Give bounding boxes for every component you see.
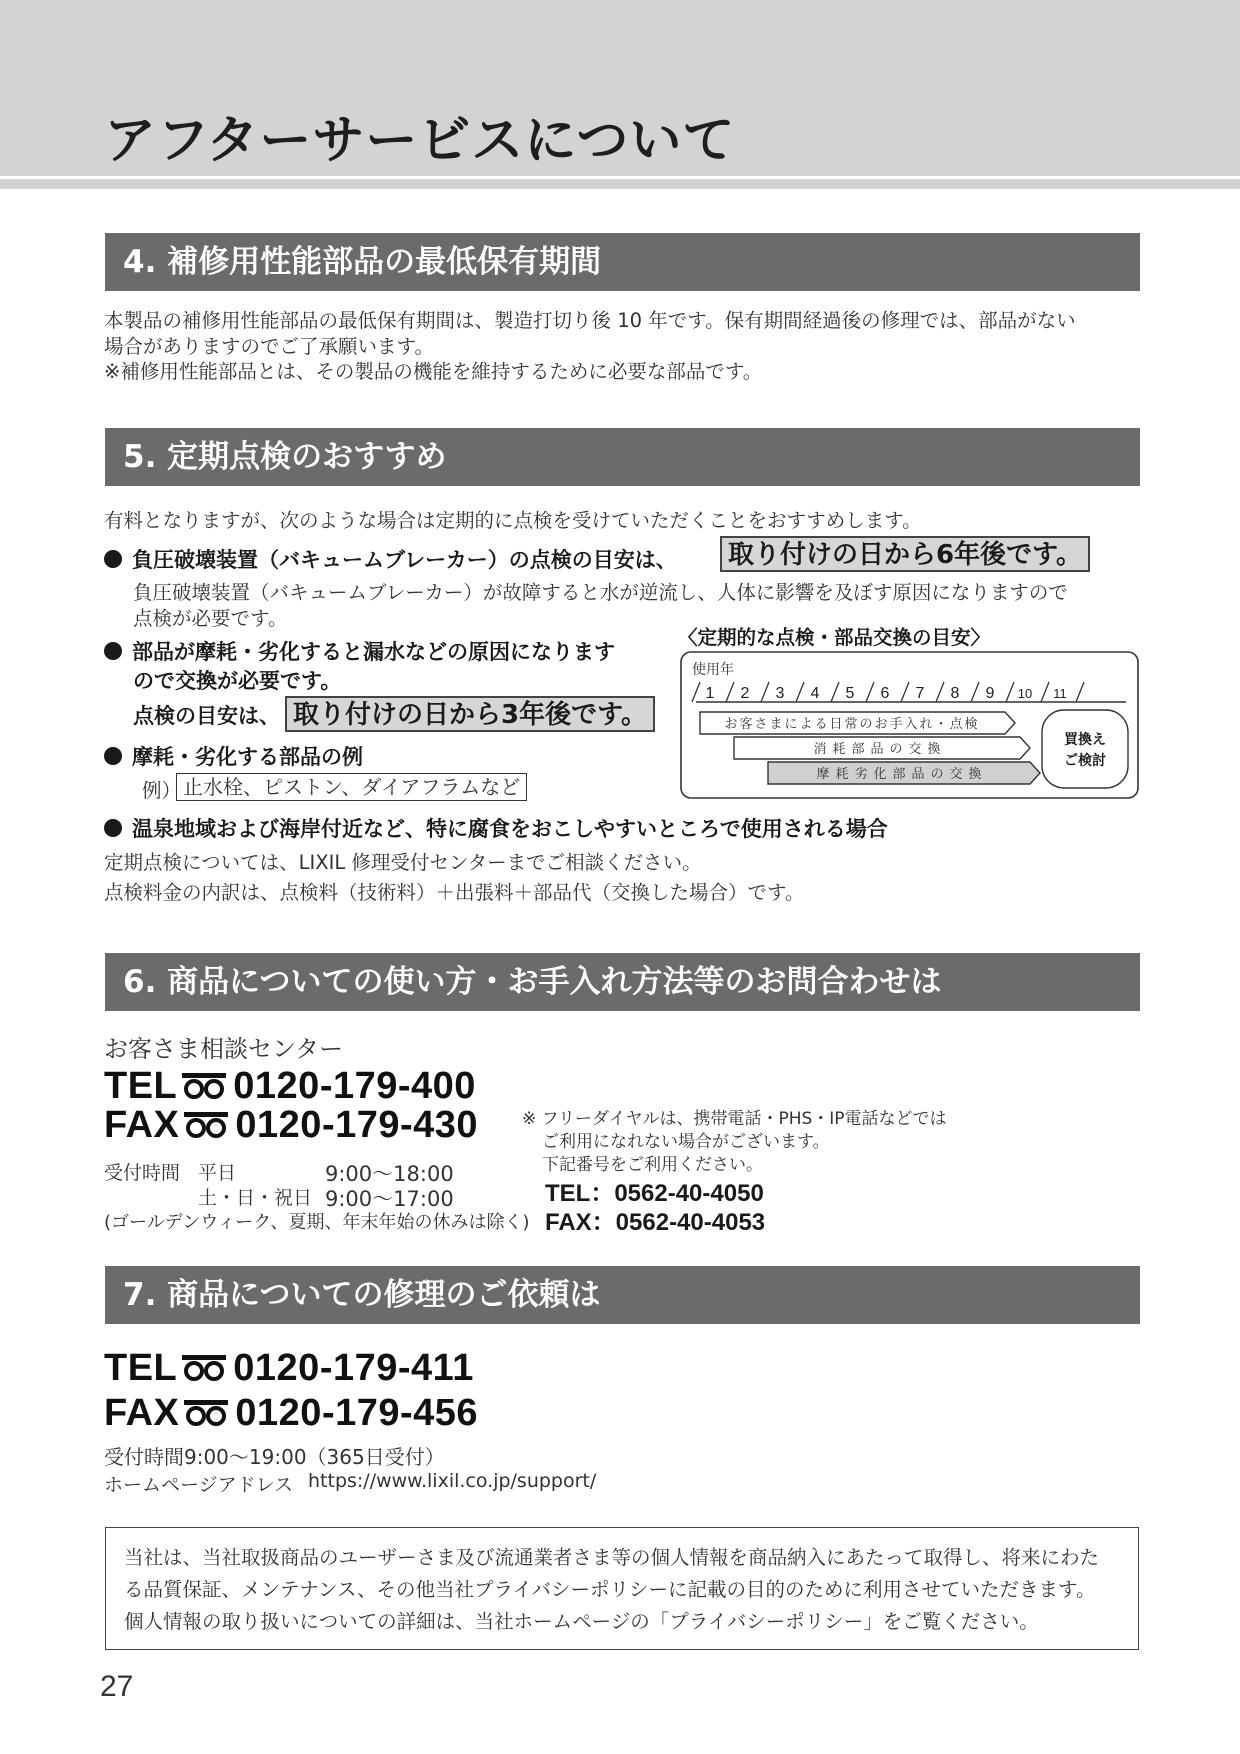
s6-fax-number[interactable]: 0120-179-430 xyxy=(235,1104,479,1146)
diagram-year-2: 2 xyxy=(740,685,750,702)
s5-b3-example-box: 止水栓、ピストン、ダイアフラムなど xyxy=(176,773,527,801)
s6-tel xyxy=(104,1065,476,1108)
s7-tel-label: TEL xyxy=(104,1347,178,1389)
section-7-heading: 7. 商品についての修理のご依頼は xyxy=(105,1266,1140,1324)
s7-tel-number[interactable]: 0120-179-411 xyxy=(233,1347,474,1389)
diagram-bar-worn-parts: 摩耗劣化部品の交換 xyxy=(816,767,988,782)
maintenance-diagram xyxy=(680,651,1140,801)
diagram-title: 〈定期的な点検・部品交換の目安〉 xyxy=(678,626,991,649)
s7-hp-label: ホームページアドレス xyxy=(104,1474,294,1496)
section-6-heading: 6. 商品についての使い方・お手入れ方法等のお問合わせは xyxy=(105,953,1140,1011)
diagram-years-label: 使用年 xyxy=(692,662,734,678)
s5-bullet-2 xyxy=(104,636,615,666)
diagram-year-4: 4 xyxy=(810,685,820,702)
diagram-bar-daily-care: お客さまによる日常のお手入れ・点検 xyxy=(724,717,980,732)
diagram-year-6: 6 xyxy=(880,685,890,702)
s7-hours: 受付時間9:00〜19:00（365日受付） xyxy=(104,1445,445,1469)
s5-note-2: 点検料金の内訳は、点検料（技術料）＋出張料＋部品代（交換した場合）です。 xyxy=(104,881,805,904)
s7-fax-number[interactable]: 0120-179-456 xyxy=(235,1392,479,1434)
s7-fax xyxy=(104,1392,478,1435)
bullet-dot-icon xyxy=(104,642,122,660)
s7-fax-label: FAX xyxy=(104,1392,180,1434)
privacy-line-2: る品質保証、メンテナンス、その他当社プライバシーポリシーに記載の目的のために利用させていただきます。 xyxy=(124,1578,1096,1601)
s6-weekend: 土・日・祝日 xyxy=(198,1187,313,1209)
privacy-line-3: 個人情報の取り扱いについての詳細は、当社ホームページの「プライバシーポリシー」をご覧ください。 xyxy=(124,1610,1039,1633)
page-number: 27 xyxy=(100,1670,134,1703)
s6-alt-tel[interactable]: TEL：0562-40-4050 xyxy=(545,1180,764,1207)
section-4-heading: 4. 補修用性能部品の最低保有期間 xyxy=(105,233,1140,291)
s6-center-name: お客さま相談センター xyxy=(104,1035,344,1063)
s6-hours-note: (ゴールデンウィーク、夏期、年末年始の休みは除く) xyxy=(104,1212,530,1233)
s5-b2-line-1: 部品が摩耗・劣化すると漏水などの原因になります xyxy=(132,640,615,664)
s5-b1-desc-2: 点検が必要です。 xyxy=(133,607,288,630)
s6-free-note-2: ご利用になれない場合がございます。 xyxy=(542,1132,830,1152)
freedial-icon xyxy=(183,1399,229,1427)
diagram-end-line-2: ご検討 xyxy=(1064,753,1106,769)
page-title: アフターサービスについて xyxy=(104,111,736,171)
header-divider xyxy=(0,179,1240,189)
s6-weekend-time: 9:00〜17:00 xyxy=(325,1187,454,1211)
s5-bullet-1 xyxy=(104,544,677,574)
s6-tel-number[interactable]: 0120-179-400 xyxy=(233,1065,476,1107)
s4-text-2: 場合がありますのでご了承願います。 xyxy=(104,335,434,358)
s7-tel xyxy=(104,1347,474,1390)
s6-alt-fax[interactable]: FAX：0562-40-4053 xyxy=(545,1209,766,1236)
diagram-bar-consumables: 消耗部品の交換 xyxy=(813,742,947,757)
s5-bullet-4 xyxy=(104,813,888,843)
s5-b2-line-2: ので交換が必要です。 xyxy=(133,669,342,693)
s5-intro: 有料となりますが、次のような場合は定期的に点検を受けていただくことをおすすめします。 xyxy=(104,509,922,532)
bullet-dot-icon xyxy=(104,819,122,837)
diagram-year-8: 8 xyxy=(950,685,960,702)
s5-b2-label: 点検の目安は、 xyxy=(133,704,280,728)
bullet-dot-icon xyxy=(104,550,122,568)
s4-note: ※補修用性能部品とは、その製品の機能を維持するために必要な部品です。 xyxy=(104,360,763,383)
s6-fax-label: FAX xyxy=(104,1104,180,1146)
diagram-year-10: 10 xyxy=(1017,686,1033,701)
diagram-year-11: 11 xyxy=(1053,686,1067,701)
s5-b1-highlight: 取り付けの日から6年後です。 xyxy=(720,536,1090,572)
bullet-dot-icon xyxy=(104,747,122,765)
s6-weekday: 平日 xyxy=(198,1162,237,1184)
diagram-year-7: 7 xyxy=(915,685,925,702)
diagram-end-line-1: 買換え xyxy=(1064,732,1106,748)
s6-tel-label: TEL xyxy=(104,1065,178,1107)
privacy-line-1: 当社は、当社取扱商品のユーザーさま及び流通業者さま等の個人情報を商品納入にあたって取得し、将来にわた xyxy=(124,1546,1100,1569)
s6-hours-label: 受付時間 xyxy=(104,1162,181,1184)
s5-b1-desc-1: 負圧破壊装置（バキュームブレーカー）が故障すると水が逆流し、人体に影響を及ぼす原因になりますので xyxy=(133,581,1068,604)
s5-b2-highlight: 取り付けの日から3年後です。 xyxy=(285,696,655,732)
section-5-heading: 5. 定期点検のおすすめ xyxy=(105,428,1140,486)
s5-bullet-3 xyxy=(104,741,363,771)
diagram-year-5: 5 xyxy=(845,685,855,702)
s5-b4-label: 温泉地域および海岸付近など、特に腐食をおこしやすいところで使用される場合 xyxy=(132,817,888,841)
privacy-notice-box xyxy=(105,1527,1139,1650)
freedial-icon xyxy=(183,1111,229,1139)
s6-free-note-1: ※ フリーダイヤルは、携帯電話・PHS・IP電話などでは xyxy=(522,1109,947,1129)
s6-free-note-3: 下記番号をご利用ください。 xyxy=(542,1155,763,1175)
s6-weekday-time: 9:00〜18:00 xyxy=(325,1162,454,1186)
s5-b3-label: 摩耗・劣化する部品の例 xyxy=(132,745,363,769)
s4-text-1: 本製品の補修用性能部品の最低保有期間は、製造打切り後 10 年です。保有期間経過後の修理では、部品がない xyxy=(104,309,1076,332)
s7-hp-url[interactable]: https://www.lixil.co.jp/support/ xyxy=(308,1470,597,1492)
s5-note-1: 定期点検については、LIXIL 修理受付センターまでご相談ください。 xyxy=(104,851,702,874)
diagram-year-9: 9 xyxy=(985,685,995,702)
freedial-icon xyxy=(181,1072,227,1100)
diagram-year-1: 1 xyxy=(705,685,715,702)
freedial-icon xyxy=(181,1354,227,1382)
s5-b3-example-prefix: 例） xyxy=(142,779,182,802)
diagram-year-3: 3 xyxy=(775,685,785,702)
s6-fax xyxy=(104,1104,478,1147)
s5-b1-label: 負圧破壊装置（バキュームブレーカー）の点検の目安は、 xyxy=(132,548,677,572)
